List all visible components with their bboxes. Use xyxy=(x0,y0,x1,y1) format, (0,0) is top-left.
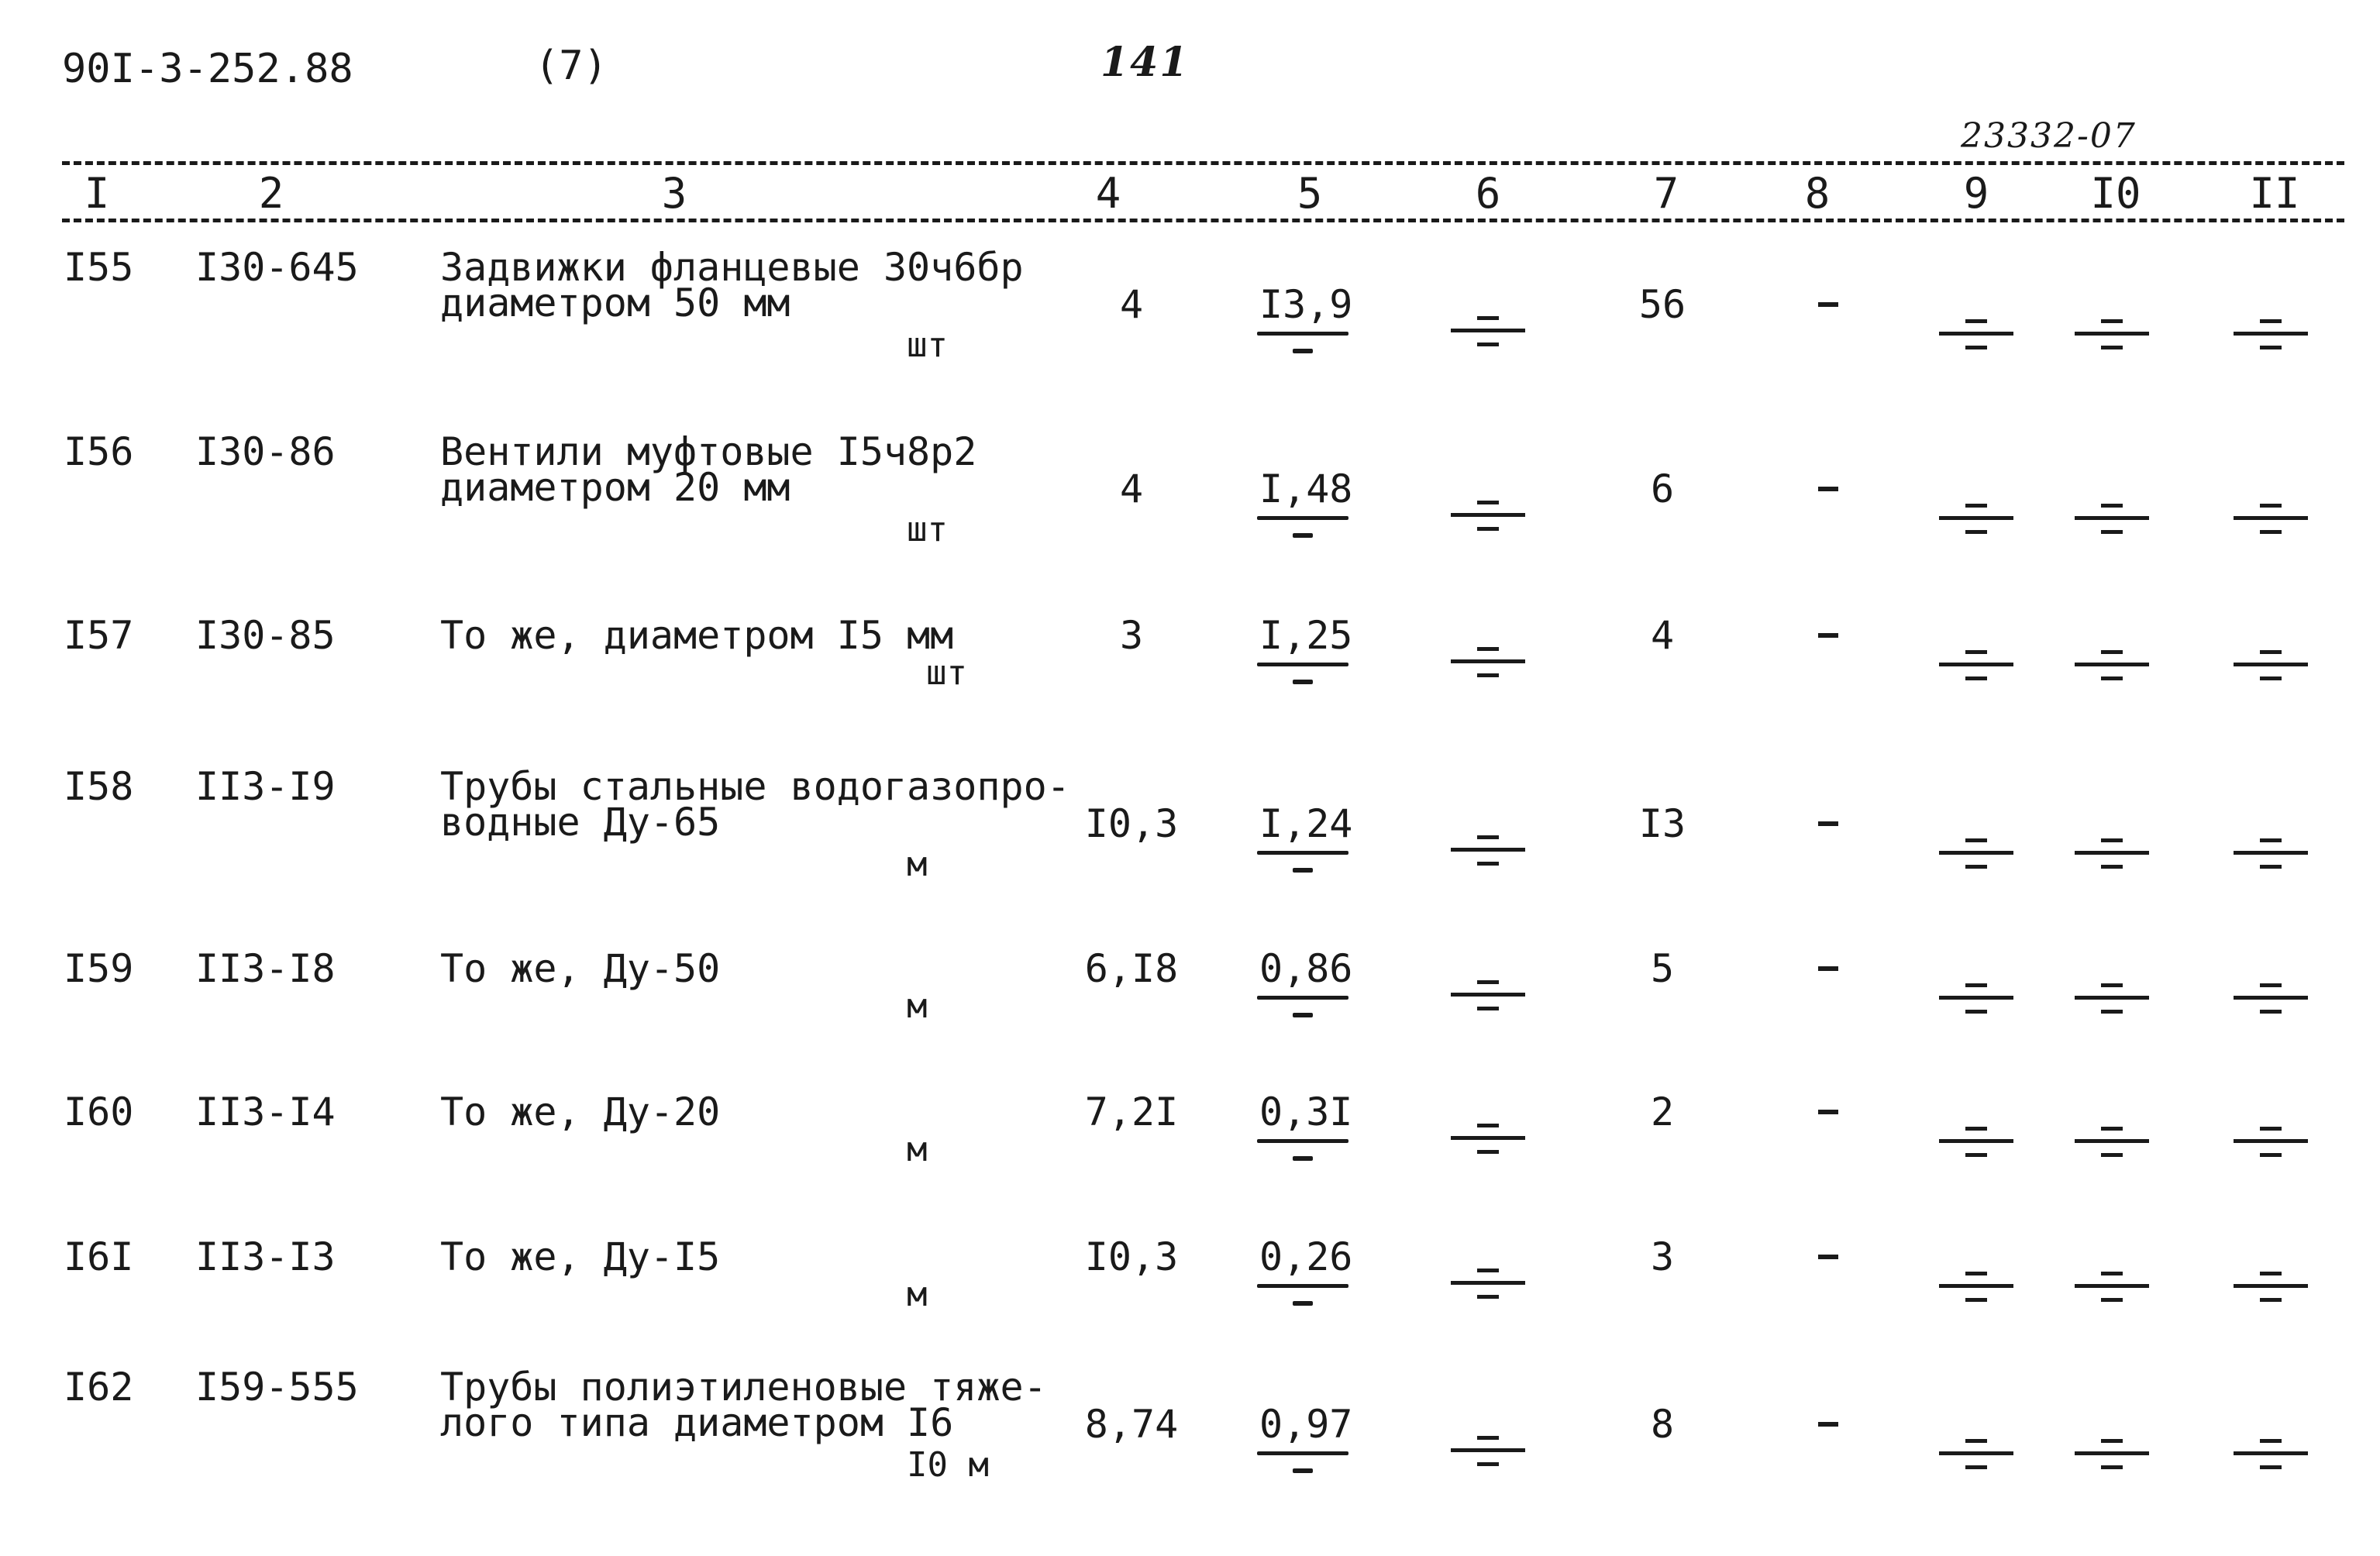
fraction-bot xyxy=(2260,1153,2282,1157)
fraction-mark xyxy=(1451,1114,1525,1161)
row-number: I62 xyxy=(64,1365,134,1410)
fraction-top xyxy=(2260,838,2282,842)
price-underline xyxy=(1257,996,1348,1000)
price-dash xyxy=(1293,1013,1313,1017)
fraction-line xyxy=(1939,1139,2013,1143)
item-description: Вентили муфтовые I5ч8р2 xyxy=(440,429,977,474)
unit-label: м xyxy=(907,845,928,884)
column-header: 3 xyxy=(661,169,687,218)
item-description: Задвижки фланцевые 30ч6бр xyxy=(440,245,1024,290)
fraction-bot xyxy=(2101,676,2123,680)
row-number: I59 xyxy=(64,946,134,991)
fraction-bot xyxy=(1477,1150,1499,1154)
fraction-line xyxy=(2234,1139,2308,1143)
fraction-top xyxy=(2260,1127,2282,1131)
quantity: I0,3 xyxy=(1084,801,1179,846)
price-code: I30-645 xyxy=(195,245,359,290)
fraction-line xyxy=(2234,516,2308,520)
fraction-mark xyxy=(2234,974,2308,1021)
fraction-top xyxy=(1965,1272,1987,1275)
fraction-mark xyxy=(1939,641,2013,687)
item-description: То же, Ду-I5 xyxy=(440,1234,721,1279)
price-underline xyxy=(1257,851,1348,855)
row-number: I6I xyxy=(64,1234,134,1279)
fraction-bot xyxy=(1965,1465,1987,1469)
fraction-line xyxy=(2075,851,2149,855)
column-7-value: 6 xyxy=(1650,466,1675,511)
unit-price: I,24 xyxy=(1259,801,1353,846)
fraction-mark xyxy=(1939,829,2013,876)
item-description: Трубы стальные водогазопро- xyxy=(440,764,1070,809)
fraction-top xyxy=(2101,319,2123,323)
fraction-bot xyxy=(2101,1298,2123,1302)
fraction-bot xyxy=(2260,676,2282,680)
quantity: 7,2I xyxy=(1084,1090,1179,1134)
fraction-top xyxy=(2101,1127,2123,1131)
fraction-bot xyxy=(1965,346,1987,349)
fraction-mark xyxy=(1939,1117,2013,1164)
price-code: II3-I4 xyxy=(195,1090,336,1134)
fraction-mark xyxy=(2075,1117,2149,1164)
fraction-bot xyxy=(2260,530,2282,534)
fraction-mark xyxy=(1451,1259,1525,1306)
fraction-mark xyxy=(2075,829,2149,876)
price-code: II3-I3 xyxy=(195,1234,336,1279)
fraction-bot xyxy=(1477,1007,1499,1010)
column-7-value: 56 xyxy=(1638,282,1686,327)
item-description: То же, диаметром I5 мм xyxy=(440,613,954,658)
fraction-top xyxy=(1965,1439,1987,1443)
column-8-dash xyxy=(1818,1422,1838,1427)
item-description-cont: диаметром 50 мм xyxy=(440,281,790,325)
fraction-line xyxy=(2075,1284,2149,1288)
column-7-value: 2 xyxy=(1650,1090,1675,1134)
fraction-top xyxy=(2101,504,2123,508)
price-code: I59-555 xyxy=(195,1365,359,1410)
fraction-top xyxy=(2101,1439,2123,1443)
fraction-mark xyxy=(1451,491,1525,538)
fraction-line xyxy=(2075,516,2149,520)
fraction-bot xyxy=(2101,1153,2123,1157)
fraction-line xyxy=(1451,659,1525,663)
fraction-line xyxy=(2234,1284,2308,1288)
fraction-line xyxy=(2234,996,2308,1000)
price-code: I30-85 xyxy=(195,613,336,658)
price-underline xyxy=(1257,332,1348,336)
price-dash xyxy=(1293,680,1313,684)
fraction-mark xyxy=(1451,971,1525,1017)
fraction-mark xyxy=(2234,494,2308,541)
fraction-bot xyxy=(2260,1465,2282,1469)
fraction-top xyxy=(1477,980,1499,984)
row-number: I55 xyxy=(64,245,134,290)
fraction-bot xyxy=(2101,346,2123,349)
document-part: (7) xyxy=(535,43,608,89)
column-8-dash xyxy=(1818,302,1838,307)
fraction-mark xyxy=(1451,1427,1525,1473)
fraction-bot xyxy=(1965,676,1987,680)
fraction-mark xyxy=(1939,974,2013,1021)
fraction-line xyxy=(1451,993,1525,997)
item-description: То же, Ду-50 xyxy=(440,946,721,991)
unit-price: 0,26 xyxy=(1259,1234,1353,1279)
quantity: 8,74 xyxy=(1084,1402,1179,1447)
fraction-line xyxy=(1451,513,1525,517)
fraction-line xyxy=(1939,996,2013,1000)
fraction-line xyxy=(2075,996,2149,1000)
fraction-line xyxy=(2075,332,2149,336)
fraction-bot xyxy=(2101,1465,2123,1469)
fraction-line xyxy=(1939,1284,2013,1288)
column-header: 6 xyxy=(1475,169,1501,218)
fraction-mark xyxy=(1939,310,2013,356)
fraction-line xyxy=(1451,1448,1525,1452)
fraction-line xyxy=(2234,332,2308,336)
row-number: I58 xyxy=(64,764,134,809)
fraction-line xyxy=(2234,1451,2308,1455)
column-8-dash xyxy=(1818,1255,1838,1259)
fraction-top xyxy=(1477,501,1499,504)
fraction-top xyxy=(2101,983,2123,987)
fraction-bot xyxy=(2260,865,2282,869)
item-description: Трубы полиэтиленовые тяже- xyxy=(440,1365,1047,1410)
unit-label: м xyxy=(907,1130,928,1169)
unit-label: шт xyxy=(907,510,948,549)
fraction-mark xyxy=(1939,1430,2013,1476)
fraction-mark xyxy=(2234,641,2308,687)
fraction-top xyxy=(2101,650,2123,654)
fraction-mark xyxy=(2075,1262,2149,1309)
fraction-top xyxy=(1477,647,1499,651)
fraction-top xyxy=(2260,319,2282,323)
column-7-value: 5 xyxy=(1650,946,1675,991)
fraction-mark xyxy=(2234,1117,2308,1164)
fraction-bot xyxy=(2260,1010,2282,1014)
row-number: I57 xyxy=(64,613,134,658)
fraction-bot xyxy=(1477,673,1499,677)
quantity: 4 xyxy=(1119,282,1144,327)
quantity: 6,I8 xyxy=(1084,946,1179,991)
column-7-value: I3 xyxy=(1638,801,1686,846)
fraction-line xyxy=(1939,332,2013,336)
fraction-top xyxy=(2260,504,2282,508)
fraction-line xyxy=(2075,663,2149,666)
price-code: II3-I8 xyxy=(195,946,336,991)
fraction-bot xyxy=(1477,527,1499,531)
fraction-top xyxy=(1965,1127,1987,1131)
fraction-mark xyxy=(2234,310,2308,356)
fraction-top xyxy=(1965,650,1987,654)
fraction-line xyxy=(1451,329,1525,332)
header-rule-top xyxy=(62,161,2344,165)
unit-label: м xyxy=(907,986,928,1026)
fraction-bot xyxy=(2260,1298,2282,1302)
fraction-line xyxy=(1451,1281,1525,1285)
fraction-mark xyxy=(1451,826,1525,873)
document-code: 90I-3-252.88 xyxy=(62,46,353,92)
unit-label: шт xyxy=(907,325,948,365)
unit-label: м xyxy=(907,1275,928,1314)
fraction-mark xyxy=(2234,1262,2308,1309)
column-8-dash xyxy=(1818,966,1838,971)
price-dash xyxy=(1293,533,1313,538)
item-description-cont: водные Ду-65 xyxy=(440,800,721,845)
fraction-bot xyxy=(1477,343,1499,346)
fraction-bot xyxy=(2260,346,2282,349)
price-underline xyxy=(1257,663,1348,666)
price-dash xyxy=(1293,868,1313,873)
column-8-dash xyxy=(1818,1110,1838,1114)
fraction-bot xyxy=(1477,862,1499,866)
unit-price: 0,86 xyxy=(1259,946,1353,991)
fraction-bot xyxy=(2101,530,2123,534)
unit-price: 0,97 xyxy=(1259,1402,1353,1447)
price-underline xyxy=(1257,516,1348,520)
fraction-bot xyxy=(1965,865,1987,869)
price-dash xyxy=(1293,1301,1313,1306)
fraction-line xyxy=(1939,516,2013,520)
unit-label: шт xyxy=(926,653,967,693)
price-underline xyxy=(1257,1284,1348,1288)
fraction-top xyxy=(2101,838,2123,842)
column-header: 5 xyxy=(1297,169,1323,218)
fraction-line xyxy=(2234,663,2308,666)
column-header: 2 xyxy=(258,169,284,218)
fraction-mark xyxy=(2234,1430,2308,1476)
column-header: II xyxy=(2249,169,2300,218)
unit-price: I3,9 xyxy=(1259,282,1353,327)
fraction-bot xyxy=(1965,530,1987,534)
fraction-bot xyxy=(1965,1010,1987,1014)
fraction-mark xyxy=(1451,307,1525,353)
fraction-top xyxy=(2260,650,2282,654)
fraction-top xyxy=(1965,504,1987,508)
fraction-line xyxy=(1939,1451,2013,1455)
fraction-bot xyxy=(1477,1462,1499,1466)
page-number: 141 xyxy=(1100,39,1190,86)
fraction-mark xyxy=(2075,494,2149,541)
fraction-top xyxy=(2260,1439,2282,1443)
fraction-mark xyxy=(1939,494,2013,541)
price-dash xyxy=(1293,349,1313,353)
price-underline xyxy=(1257,1451,1348,1455)
fraction-bot xyxy=(1965,1298,1987,1302)
fraction-line xyxy=(2234,851,2308,855)
fraction-top xyxy=(2260,1272,2282,1275)
header-rule-bottom xyxy=(62,219,2344,222)
fraction-top xyxy=(2101,1272,2123,1275)
fraction-top xyxy=(1477,835,1499,839)
column-header: 4 xyxy=(1095,169,1121,218)
unit-price: 0,3I xyxy=(1259,1090,1353,1134)
fraction-bot xyxy=(2101,1010,2123,1014)
price-dash xyxy=(1293,1468,1313,1473)
fraction-top xyxy=(1965,319,1987,323)
fraction-top xyxy=(1477,316,1499,320)
column-7-value: 4 xyxy=(1650,613,1675,658)
quantity: 4 xyxy=(1119,466,1144,511)
fraction-mark xyxy=(2075,641,2149,687)
quantity: I0,3 xyxy=(1084,1234,1179,1279)
fraction-line xyxy=(1939,851,2013,855)
fraction-top xyxy=(2260,983,2282,987)
column-8-dash xyxy=(1818,487,1838,491)
column-header: 8 xyxy=(1804,169,1831,218)
fraction-line xyxy=(1939,663,2013,666)
price-code: II3-I9 xyxy=(195,764,336,809)
column-7-value: 8 xyxy=(1650,1402,1675,1447)
fraction-bot xyxy=(2101,865,2123,869)
fraction-mark xyxy=(2075,1430,2149,1476)
fraction-top xyxy=(1477,1269,1499,1272)
column-7-value: 3 xyxy=(1650,1234,1675,1279)
column-header: 9 xyxy=(1963,169,1989,218)
price-underline xyxy=(1257,1139,1348,1143)
column-8-dash xyxy=(1818,821,1838,826)
unit-price: I,48 xyxy=(1259,466,1353,511)
fraction-bot xyxy=(1965,1153,1987,1157)
fraction-top xyxy=(1477,1124,1499,1127)
price-code: I30-86 xyxy=(195,429,336,474)
fraction-bot xyxy=(1477,1295,1499,1299)
column-header: 7 xyxy=(1653,169,1679,218)
row-number: I60 xyxy=(64,1090,134,1134)
fraction-line xyxy=(1451,1136,1525,1140)
fraction-top xyxy=(1965,838,1987,842)
fraction-top xyxy=(1965,983,1987,987)
item-description-cont: диаметром 20 мм xyxy=(440,465,790,510)
quantity: 3 xyxy=(1119,613,1144,658)
fraction-mark xyxy=(2075,310,2149,356)
fraction-line xyxy=(2075,1451,2149,1455)
item-description: То же, Ду-20 xyxy=(440,1090,721,1134)
row-number: I56 xyxy=(64,429,134,474)
column-header: I0 xyxy=(2090,169,2141,218)
item-description-cont: лого типа диаметром I6 xyxy=(440,1400,954,1445)
fraction-mark xyxy=(2234,829,2308,876)
price-dash xyxy=(1293,1156,1313,1161)
column-8-dash xyxy=(1818,633,1838,638)
unit-price: I,25 xyxy=(1259,613,1353,658)
archive-stamp: 23332-07 xyxy=(1961,116,2137,156)
fraction-top xyxy=(1477,1436,1499,1440)
fraction-mark xyxy=(2075,974,2149,1021)
column-header: I xyxy=(84,169,110,218)
fraction-mark xyxy=(1939,1262,2013,1309)
fraction-mark xyxy=(1451,638,1525,684)
fraction-line xyxy=(2075,1139,2149,1143)
fraction-line xyxy=(1451,848,1525,852)
unit-label: I0 м xyxy=(907,1445,989,1485)
